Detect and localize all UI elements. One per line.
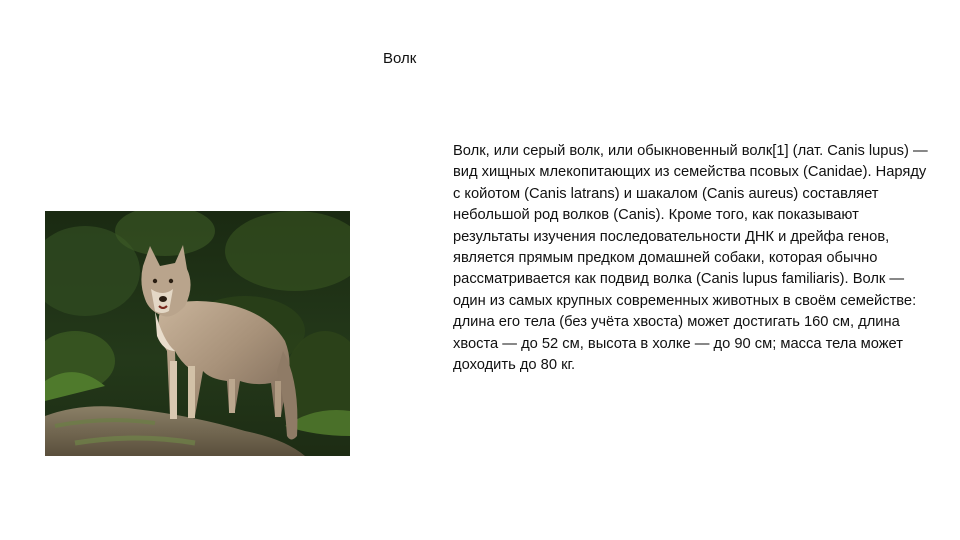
- wolf-photo: [45, 211, 350, 456]
- slide-title: Волк: [383, 50, 417, 67]
- slide-body-text: Волк, или серый волк, или обыкновенный волк[1] (лат. Canis lupus) — вид хищных млекопитающих из семейства псовых (Canidae). Наряду с койотом (Canis latrans) и шакалом (Canis aureus) составляет небольшой род волков (Canis). Кроме того, как показывают результаты изучения последовательности ДНК и дрейфа генов, является прямым предком домашней собаки, которая обычно рассматривается как подвид волка (Canis lupus familiaris). Волк — один из самых крупных современных животных в своём семействе: длина его тела (без учёта хвоста) может достигать 160 см, длина хвоста — до 52 см, высота в холке — до 90 см; масса тела может доходить до 80 кг.: [453, 143, 928, 374]
